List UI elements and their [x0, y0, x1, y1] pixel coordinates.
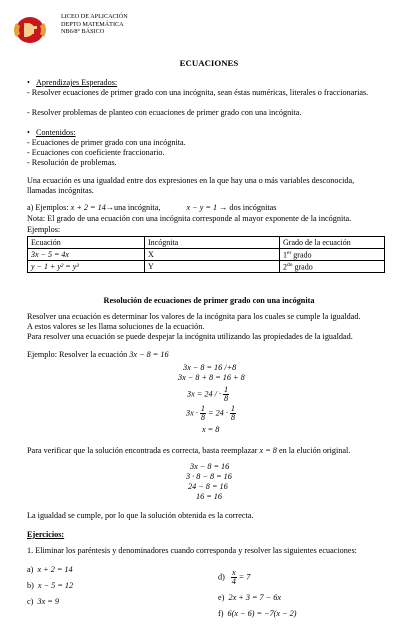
exercise-instruction: 1. Eliminar los paréntesis y denominadores cuando corresponda y resolver las siguientes ecuaciones: [27, 546, 357, 555]
degree-table [27, 236, 385, 273]
table-header-cell: Incógnita [145, 237, 280, 249]
solution-step: 3x − 8 = 16 /+8 [183, 363, 237, 372]
table-row [28, 249, 385, 261]
table-header-row [28, 237, 385, 249]
exercise-item: b) x − 5 = 12 [27, 581, 74, 590]
school-logo [10, 14, 50, 46]
conclusion-text: La igualdad se cumple, por lo que la solución obtenida es la correcta. [27, 511, 254, 520]
school-name: LICEO DE APLICACIÓN [61, 13, 128, 20]
example-solve: Ejemplo: Resolver la ecuación 3x − 8 = 16 [27, 350, 169, 359]
exercise-item: c) 3x = 9 [27, 597, 59, 606]
page-title: ECUACIONES [179, 58, 239, 68]
aprendizajes-heading: • Aprendizajes Esperados: [36, 78, 117, 88]
table-cell-grade: 1er grado [280, 249, 385, 261]
school-header [61, 13, 128, 36]
table-cell-variable: Y [145, 261, 280, 273]
table-cell-grade: $2^{do}$ grado [280, 261, 385, 273]
table-row [28, 261, 385, 273]
check-step: 16 = 16 [196, 492, 222, 501]
aprendizaje-item: - Resolver ecuaciones de primer grado con una incógnita, sean éstas numéricas, literales o fraccionarias. [27, 88, 369, 97]
exercise-item: d) $\frac{x}{4}$ = 7 [218, 568, 251, 586]
aprendizaje-item: - Resolver problemas de planteo con ecuaciones de primer grado con una incógnita. [27, 108, 302, 117]
verify-text: Para verificar que la solución encontrada es correcta, basta reemplazar x = 8 en la elución original. [27, 446, 351, 455]
section-title: Resolución de ecuaciones de primer grado con una incógnita [103, 296, 315, 305]
examples-line: a) Ejemplos: x + 2 = 14→una incógnita, x − y = 1 → dos incógnitas [27, 203, 277, 212]
table-header-cell: Grado de la ecuación [280, 237, 385, 249]
solution-step: x = 8 [202, 425, 220, 434]
exercises-heading: Ejercicios: [27, 530, 65, 539]
check-step: 24 − 8 = 16 [188, 482, 228, 491]
solution-step: 3x · $\frac{1}{8}$ = 24 · $\frac{1}{8}$ [186, 404, 236, 422]
exercise-item: f) 6(x − 6) = −7(x − 2) [218, 609, 297, 618]
contenido-item: - Ecuaciones con coeficiente fraccionario. [27, 148, 165, 157]
table-cell-equation: y − 1 + y² = y³ [28, 261, 145, 273]
resolver-text: A estos valores se les llama soluciones de la ecuación. [27, 322, 205, 331]
department: DEPTO MATEMÁTICA [61, 20, 124, 28]
note-text: Nota: El grado de una ecuación con una incógnita corresponde al mayor exponente de la incógnita. [27, 214, 352, 223]
check-step: 3x − 8 = 16 [190, 462, 230, 471]
table-header-cell: Ecuación [28, 237, 145, 249]
resolver-text: Resolver una ecuación es determinar los valores de la incógnita para los cuales se cumple la igualdad. [27, 312, 361, 321]
level: NB6/8° BÁSICO [61, 28, 105, 36]
exercise-item: e) 2x + 3 = 7 − 6x [218, 593, 281, 602]
exercise-item: a) x + 2 = 14 [27, 565, 73, 574]
solution-step: 3x − 8 + 8 = 16 + 8 [178, 373, 245, 382]
table-cell-variable: X [145, 249, 280, 261]
contenidos-heading: • Contenidos: [36, 128, 76, 138]
solution-step: 3x = 24 / · $\frac{1}{8}$ [187, 385, 229, 403]
examples-label: Ejemplos: [27, 225, 61, 234]
definition-text: Una ecuación es una igualdad entre dos expresiones en la que hay una o más variables desconocida, llamadas incógnitas. [27, 176, 355, 195]
table-cell-equation: 3x − 5 = 4x [28, 249, 145, 261]
contenido-item: - Resolución de problemas. [27, 158, 117, 167]
check-step: 3 · 8 − 8 = 16 [186, 472, 232, 481]
contenido-item: - Ecuaciones de primer grado con una incógnita. [27, 138, 186, 147]
resolver-text: Para resolver una ecuación se puede despejar la incógnita utilizando las propiedades de la igualdad. [27, 332, 353, 341]
